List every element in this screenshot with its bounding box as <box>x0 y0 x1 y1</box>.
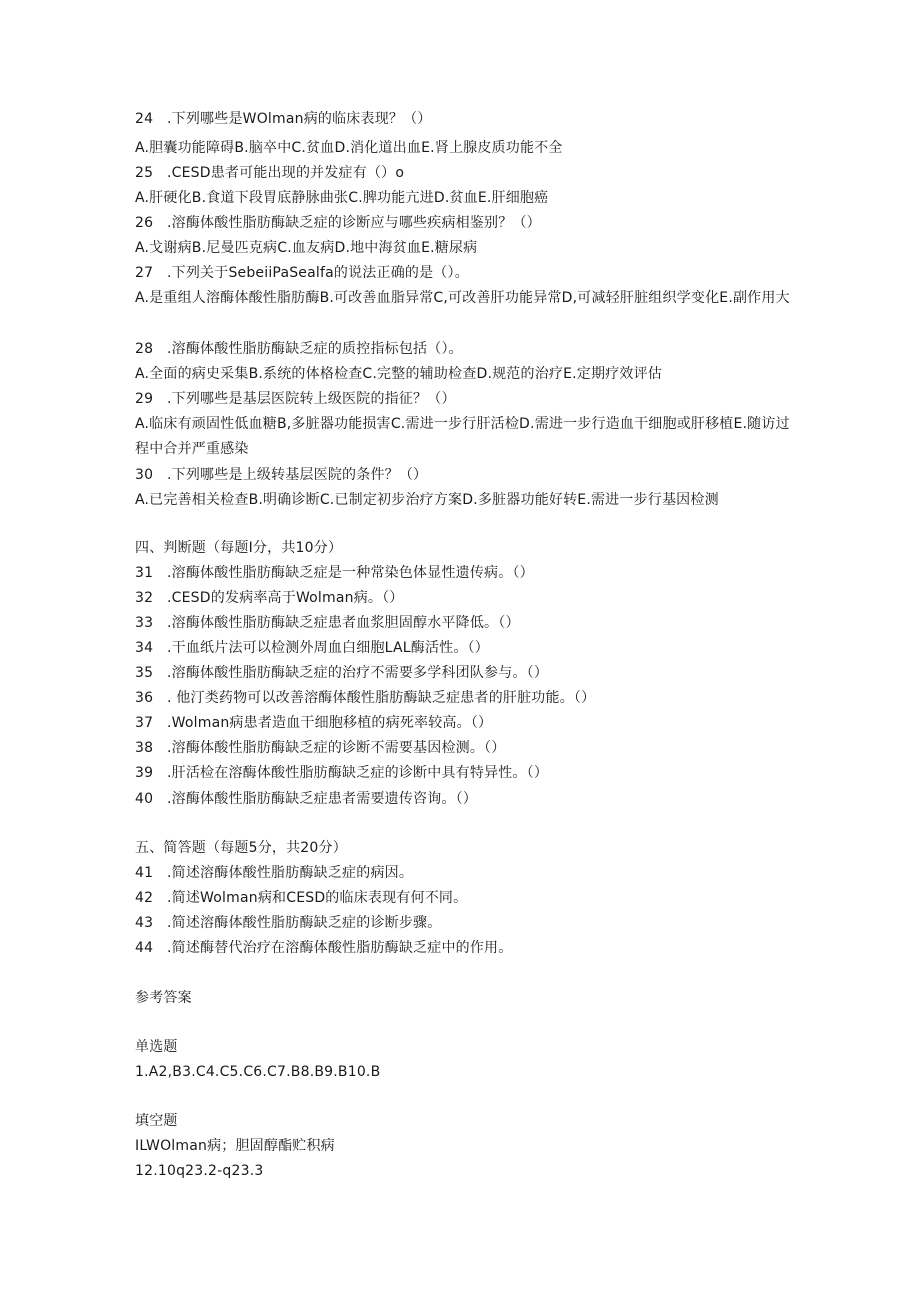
question-29-options: A.临床有顽固性低血糖B,多脏器功能损害C.需进一步行肝活检D.需进一步行造血干细胞或肝移植E.随访过程中合并严重感染 <box>135 416 790 457</box>
question-number: 44 <box>135 940 154 956</box>
question-text: .下列哪些是WOlman病的临床表现？（） <box>167 111 432 127</box>
question-text: .溶酶体酸性脂肪酶缺乏症的治疗不需要多学科团队参与。（） <box>167 665 549 681</box>
question-number: 40 <box>135 791 154 807</box>
question-24-options: A.胆囊功能障碍B.脑卒中C.贫血D.消化道出血E.肾上腺皮质功能不全 <box>135 140 563 156</box>
single-choice-title: 单选题 <box>135 1039 178 1055</box>
question-text: .下列哪些是上级转基层医院的条件？（） <box>167 467 428 483</box>
question-number: 34 <box>135 640 154 656</box>
question-text: .溶酶体酸性脂肪酶缺乏症是一种常染色体显性遗传病。（） <box>167 565 534 581</box>
question-28-options: A.全面的病史采集B.系统的体格检查C.完整的辅助检查D.规范的治疗E.定期疗效评估 <box>135 366 662 382</box>
question-text: .简述溶酶体酸性脂肪酶缺乏症的诊断步骤。 <box>167 915 442 931</box>
question-number: 42 <box>135 890 154 906</box>
question-27-options: A.是重组人溶酶体酸性脂肪酶B.可改善血脂异常C,可改善肝功能异常D,可减轻肝脏组织学变化E.副作用大 <box>135 290 790 306</box>
question-text: .下列哪些是基层医院转上级医院的指征？（） <box>167 391 456 407</box>
question-number: 32 <box>135 590 154 606</box>
question-35 <box>135 663 795 683</box>
question-30-options: A.已完善相关检查B.明确诊断C.已制定初步治疗方案D.多脏器功能好转E.需进一步行基因检测 <box>135 492 719 508</box>
question-number: 37 <box>135 715 154 731</box>
question-42 <box>135 888 795 908</box>
question-41 <box>135 863 795 883</box>
question-number: 28 <box>135 341 154 357</box>
fill-blank-answer-1: ILWOlman病；胆固醇酯贮积病 <box>135 1138 335 1154</box>
question-number: 25 <box>135 165 154 181</box>
question-number: 26 <box>135 215 154 231</box>
fill-blank-title: 填空题 <box>135 1113 178 1129</box>
question-text: .Wolman病患者造血干细胞移植的病死率较高。（） <box>167 715 493 731</box>
question-number: 35 <box>135 665 154 681</box>
question-text: .简述Wolman病和CESD的临床表现有何不同。 <box>167 890 468 906</box>
question-40 <box>135 789 795 809</box>
answers-title: 参考答案 <box>135 990 192 1006</box>
question-text: .CESD的发病率高于Wolman病。（） <box>167 590 404 606</box>
question-30 <box>135 465 795 485</box>
section-title-judgment: 四、判断题（每题I分，共10分） <box>135 540 343 556</box>
single-choice-answers: 1.A2,B3.C4.C5.C6.C7.B8.B9.B10.B <box>135 1064 381 1080</box>
question-text: .溶酶体酸性脂肪酶缺乏症的质控指标包括（）。 <box>167 341 463 357</box>
question-number: 41 <box>135 865 154 881</box>
question-text: .溶酶体酸性脂肪酶缺乏症患者血浆胆固醇水平降低。（） <box>167 615 520 631</box>
question-number: 33 <box>135 615 154 631</box>
question-number: 43 <box>135 915 154 931</box>
question-text: .溶酶体酸性脂肪酶缺乏症的诊断不需要基因检测。（） <box>167 740 506 756</box>
question-34 <box>135 638 795 658</box>
question-text: .CESD患者可能出现的并发症有（）o <box>167 165 405 181</box>
question-text: .溶酶体酸性脂肪酶缺乏症患者需要遗传咨询。（） <box>167 791 478 807</box>
question-25 <box>135 163 795 183</box>
question-number: 38 <box>135 740 154 756</box>
question-26 <box>135 213 795 233</box>
section-title-short-answer: 五、简答题（每题5分，共20分） <box>135 840 347 856</box>
question-31 <box>135 563 795 583</box>
question-26-options: A.戈谢病B.尼曼匹克病C.血友病D.地中海贫血E.糖尿病 <box>135 240 478 256</box>
fill-blank-answer-2: 12.10q23.2-q23.3 <box>135 1163 264 1179</box>
question-24 <box>135 109 795 129</box>
question-number: 39 <box>135 765 154 781</box>
question-25-options: A.肝硬化B.食道下段胃底静脉曲张C.脾功能亢进D.贫血E.肝细胞癌 <box>135 190 549 206</box>
question-36 <box>135 688 795 708</box>
question-text: .简述酶替代治疗在溶酶体酸性脂肪酶缺乏症中的作用。 <box>167 940 513 956</box>
question-number: 30 <box>135 467 154 483</box>
question-text: . 他汀类药物可以改善溶酶体酸性脂肪酶缺乏症患者的肝脏功能。（） <box>167 690 596 706</box>
question-number: 24 <box>135 111 154 127</box>
question-32 <box>135 588 795 608</box>
question-27 <box>135 263 795 283</box>
question-number: 27 <box>135 265 154 281</box>
question-text: .下列关于SebeiiPaSealfa的说法正确的是（）。 <box>167 265 469 281</box>
question-number: 31 <box>135 565 154 581</box>
question-29 <box>135 389 795 409</box>
question-text: .简述溶酶体酸性脂肪酶缺乏症的病因。 <box>167 865 414 881</box>
question-33 <box>135 613 795 633</box>
question-38 <box>135 738 795 758</box>
question-number: 29 <box>135 391 154 407</box>
question-37 <box>135 713 795 733</box>
question-number: 36 <box>135 690 154 706</box>
question-43 <box>135 913 795 933</box>
question-text: .肝活检在溶酶体酸性脂肪酶缺乏症的诊断中具有特异性。（） <box>167 765 549 781</box>
question-39 <box>135 763 795 783</box>
question-text: .溶酶体酸性脂肪酶缺乏症的诊断应与哪些疾病相鉴别？（） <box>167 215 541 231</box>
question-text: .干血纸片法可以检测外周血白细胞LAL酶活性。（） <box>167 640 489 656</box>
question-44 <box>135 938 795 958</box>
question-28 <box>135 339 795 359</box>
